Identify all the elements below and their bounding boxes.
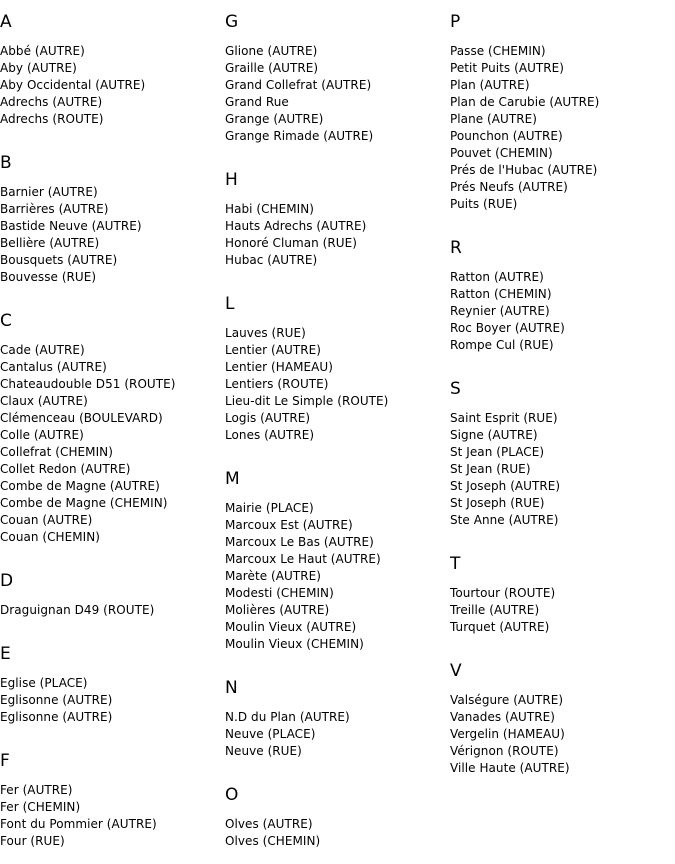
- street-entry: Collefrat (CHEMIN): [0, 445, 113, 459]
- street-entry: Lentier (HAMEAU): [225, 360, 333, 374]
- letter-section-l: [225, 294, 450, 444]
- street-entry: Bousquets (AUTRE): [0, 253, 118, 267]
- street-entry: Fer (AUTRE): [0, 783, 73, 797]
- street-entry: Marcoux Le Bas (AUTRE): [225, 535, 374, 549]
- street-entry: Cantalus (AUTRE): [0, 360, 107, 374]
- letter-heading: R: [450, 238, 462, 258]
- street-entry: Rompe Cul (RUE): [450, 338, 554, 352]
- index-column: [225, 0, 450, 850]
- street-entry: Ratton (AUTRE): [450, 270, 544, 284]
- letter-section-r: [450, 238, 675, 354]
- street-entry: Lieu-dit Le Simple (ROUTE): [225, 394, 389, 408]
- street-entry: Combe de Magne (CHEMIN): [0, 496, 168, 510]
- letter-section-a: [0, 12, 225, 128]
- street-entry: Olves (CHEMIN): [225, 834, 321, 848]
- street-entry: Eglisonne (AUTRE): [0, 710, 113, 724]
- street-entry: Saint Esprit (RUE): [450, 411, 558, 425]
- letter-section-f: [0, 751, 225, 850]
- street-entry: Passe (CHEMIN): [450, 44, 546, 58]
- street-entry: Turquet (AUTRE): [450, 620, 550, 634]
- street-entry: Neuve (PLACE): [225, 727, 316, 741]
- letter-heading: V: [450, 661, 462, 681]
- street-entry: Pounchon (AUTRE): [450, 129, 563, 143]
- street-entry: St Jean (PLACE): [450, 445, 545, 459]
- street-entry: Cade (AUTRE): [0, 343, 85, 357]
- street-entry: St Joseph (RUE): [450, 496, 545, 510]
- street-entry: Mairie (PLACE): [225, 501, 314, 515]
- street-entry: Grange Rimade (AUTRE): [225, 129, 374, 143]
- index-column: [0, 0, 225, 850]
- letter-heading: C: [0, 311, 12, 331]
- street-entry: Roc Boyer (AUTRE): [450, 321, 565, 335]
- street-entry: N.D du Plan (AUTRE): [225, 710, 350, 724]
- street-entry: Moulin Vieux (CHEMIN): [225, 637, 364, 651]
- entry-list: [225, 709, 450, 760]
- street-entry: Collet Redon (AUTRE): [0, 462, 131, 476]
- index-column: [450, 0, 675, 777]
- street-entry: Honoré Cluman (RUE): [225, 236, 357, 250]
- entry-list: [0, 602, 225, 619]
- street-entry: Aby Occidental (AUTRE): [0, 78, 146, 92]
- letter-heading: A: [0, 12, 12, 32]
- letter-heading: N: [225, 678, 238, 698]
- street-entry: Lauves (RUE): [225, 326, 306, 340]
- street-entry: Prés Neufs (AUTRE): [450, 180, 568, 194]
- entry-list: [450, 410, 675, 529]
- street-entry: Lentier (AUTRE): [225, 343, 321, 357]
- street-entry: Marète (AUTRE): [225, 569, 321, 583]
- street-entry: Modesti (CHEMIN): [225, 586, 334, 600]
- street-entry: Bouvesse (RUE): [0, 270, 97, 284]
- street-entry: Grand Collefrat (AUTRE): [225, 78, 372, 92]
- entry-list: [225, 201, 450, 269]
- letter-section-p: [450, 12, 675, 213]
- letter-section-t: [450, 554, 675, 636]
- street-entry: Prés de l'Hubac (AUTRE): [450, 163, 598, 177]
- letter-heading: E: [0, 644, 11, 664]
- street-entry: Tourtour (ROUTE): [450, 586, 556, 600]
- street-entry: Colle (AUTRE): [0, 428, 84, 442]
- street-entry: Chateaudouble D51 (ROUTE): [0, 377, 176, 391]
- letter-heading: H: [225, 170, 238, 190]
- letter-heading: T: [450, 554, 461, 574]
- street-entry: St Jean (RUE): [450, 462, 531, 476]
- letter-section-m: [225, 469, 450, 653]
- street-entry: Olves (AUTRE): [225, 817, 313, 831]
- street-entry: Habi (CHEMIN): [225, 202, 315, 216]
- letter-heading: L: [225, 294, 235, 314]
- street-entry: Couan (AUTRE): [0, 513, 93, 527]
- letter-section-v: [450, 661, 675, 777]
- street-entry: Signe (AUTRE): [450, 428, 538, 442]
- street-entry: Fer (CHEMIN): [0, 800, 81, 814]
- street-entry: Marcoux Le Haut (AUTRE): [225, 552, 381, 566]
- street-entry: Plane (AUTRE): [450, 112, 537, 126]
- letter-section-h: [225, 170, 450, 269]
- entry-list: [450, 585, 675, 636]
- street-entry: Vergelin (HAMEAU): [450, 727, 565, 741]
- street-entry: Molières (AUTRE): [225, 603, 330, 617]
- letter-heading: B: [0, 153, 12, 173]
- letter-heading: O: [225, 785, 239, 805]
- street-entry: Barrières (AUTRE): [0, 202, 109, 216]
- street-entry: Couan (CHEMIN): [0, 530, 101, 544]
- street-entry: Pouvet (CHEMIN): [450, 146, 553, 160]
- entry-list: [225, 325, 450, 444]
- entry-list: [225, 816, 450, 850]
- entry-list: [450, 269, 675, 354]
- street-entry: Marcoux Est (AUTRE): [225, 518, 353, 532]
- street-entry: Vérignon (ROUTE): [450, 744, 559, 758]
- street-entry: Hauts Adrechs (AUTRE): [225, 219, 367, 233]
- letter-heading: S: [450, 379, 461, 399]
- entry-list: [0, 675, 225, 726]
- letter-heading: F: [0, 751, 10, 771]
- street-entry: Four (RUE): [0, 834, 65, 848]
- street-entry: Ville Haute (AUTRE): [450, 761, 570, 775]
- street-entry: Combe de Magne (AUTRE): [0, 479, 160, 493]
- street-entry: St Joseph (AUTRE): [450, 479, 561, 493]
- street-entry: Bellière (AUTRE): [0, 236, 100, 250]
- street-entry: Plan (AUTRE): [450, 78, 530, 92]
- letter-heading: G: [225, 12, 239, 32]
- street-entry: Neuve (RUE): [225, 744, 302, 758]
- street-entry: Draguignan D49 (ROUTE): [0, 603, 155, 617]
- street-entry: Adrechs (AUTRE): [0, 95, 103, 109]
- letter-section-c: [0, 311, 225, 546]
- street-entry: Bastide Neuve (AUTRE): [0, 219, 142, 233]
- street-entry: Reynier (AUTRE): [450, 304, 550, 318]
- letter-section-b: [0, 153, 225, 286]
- entry-list: [0, 342, 225, 546]
- street-entry: Ste Anne (AUTRE): [450, 513, 559, 527]
- street-entry: Clémenceau (BOULEVARD): [0, 411, 163, 425]
- street-entry: Font du Pommier (AUTRE): [0, 817, 157, 831]
- street-entry: Eglisonne (AUTRE): [0, 693, 113, 707]
- letter-section-g: [225, 12, 450, 145]
- street-entry: Graille (AUTRE): [225, 61, 319, 75]
- entry-list: [225, 500, 450, 653]
- street-entry: Puits (RUE): [450, 197, 518, 211]
- street-entry: Lones (AUTRE): [225, 428, 315, 442]
- letter-heading: P: [450, 12, 461, 32]
- street-entry: Vanades (AUTRE): [450, 710, 556, 724]
- street-entry: Hubac (AUTRE): [225, 253, 318, 267]
- entry-list: [0, 782, 225, 850]
- street-entry: Claux (AUTRE): [0, 394, 88, 408]
- entry-list: [0, 184, 225, 286]
- letter-section-o: [225, 785, 450, 850]
- street-entry: Glione (AUTRE): [225, 44, 318, 58]
- letter-section-s: [450, 379, 675, 529]
- letter-section-d: [0, 571, 225, 619]
- street-entry: Plan de Carubie (AUTRE): [450, 95, 600, 109]
- street-entry: Grange (AUTRE): [225, 112, 324, 126]
- letter-section-n: [225, 678, 450, 760]
- street-entry: Petit Puits (AUTRE): [450, 61, 565, 75]
- street-entry: Treille (AUTRE): [450, 603, 540, 617]
- street-entry: Barnier (AUTRE): [0, 185, 98, 199]
- street-entry: Valségure (AUTRE): [450, 693, 564, 707]
- street-entry: Grand Rue: [225, 95, 289, 109]
- street-entry: Moulin Vieux (AUTRE): [225, 620, 357, 634]
- street-entry: Lentiers (ROUTE): [225, 377, 329, 391]
- letter-heading: D: [0, 571, 14, 591]
- entry-list: [450, 43, 675, 213]
- entry-list: [0, 43, 225, 128]
- street-entry: Adrechs (ROUTE): [0, 112, 104, 126]
- street-entry: Eglise (PLACE): [0, 676, 88, 690]
- street-entry: Abbé (AUTRE): [0, 44, 85, 58]
- letter-section-e: [0, 644, 225, 726]
- letter-heading: M: [225, 469, 240, 489]
- street-entry: Aby (AUTRE): [0, 61, 77, 75]
- entry-list: [450, 692, 675, 777]
- street-entry: Logis (AUTRE): [225, 411, 311, 425]
- entry-list: [225, 43, 450, 145]
- street-entry: Ratton (CHEMIN): [450, 287, 552, 301]
